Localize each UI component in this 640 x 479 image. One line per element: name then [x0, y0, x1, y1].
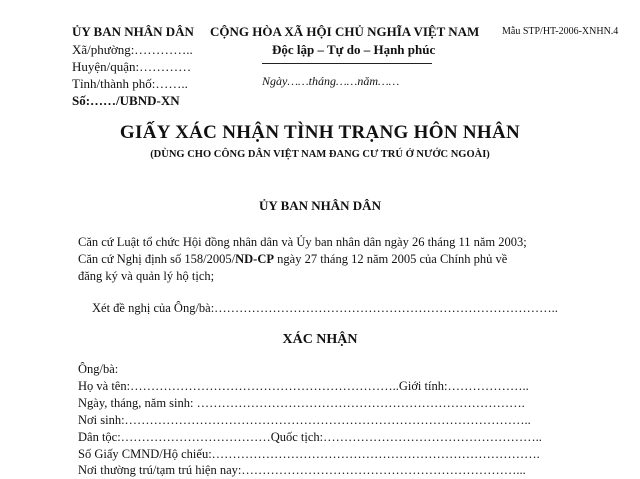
date-line: Ngày……tháng……năm…… — [262, 74, 400, 88]
document-subtitle: (DÙNG CHO CÔNG DÂN VIỆT NAM ĐANG CƯ TRÚ Ở NƯỚC NGOÀI) — [150, 149, 490, 160]
field-full-name-gender: Họ và tên:………………………………………………………..Giới tính:……………….. — [78, 379, 529, 393]
district-field: Huyện/quận:………… — [72, 59, 192, 74]
legal-basis-decree-code: ND-CP — [235, 252, 275, 266]
province-field: Tỉnh/thành phố:…….. — [72, 76, 188, 91]
authority-heading: ỦY BAN NHÂN DÂN — [259, 198, 381, 213]
commune-field: Xã/phường:………….. — [72, 42, 193, 57]
legal-basis-line-3: đăng ký và quản lý hộ tịch; — [78, 269, 215, 283]
motto-underline — [262, 63, 432, 64]
field-date-of-birth: Ngày, tháng, năm sinh: ……………………………………………………………………. — [78, 396, 525, 410]
legal-basis-decree: Căn cứ Nghị định số 158/2005/ — [78, 252, 236, 266]
confirm-heading: XÁC NHẬN — [282, 332, 358, 347]
legal-basis-line-2 — [78, 252, 507, 267]
national-motto: Độc lập – Tự do – Hạnh phúc — [272, 42, 436, 57]
legal-basis-line-1: Căn cứ Luật tổ chức Hội đồng nhân dân và Ủy ban nhân dân ngày 26 tháng 11 năm 2003; — [78, 235, 527, 249]
request-line: Xét đề nghị của Ông/bà:……………………………………………………………………….. — [92, 301, 558, 315]
legal-basis-decree-date: ngày 27 tháng 12 năm 2005 của Chính phủ về — [274, 252, 508, 266]
field-id-passport: Số Giấy CMND/Hộ chiếu:……………………………………………………………………. — [78, 447, 540, 461]
form-code: Mẫu STP/HT-2006-XNHN.4 — [502, 26, 619, 37]
document-title: GIẤY XÁC NHẬN TÌNH TRẠNG HÔN NHÂN — [119, 122, 521, 143]
field-ong-ba: Ông/bà: — [78, 362, 119, 376]
issuing-authority: ỦY BAN NHÂN DÂN — [72, 24, 194, 39]
field-place-of-birth: Nơi sinh:…………………………………………………………………………………….. — [78, 413, 531, 427]
field-ethnicity-nationality: Dân tộc:………………………………Quốc tịch:…………………………………………….. — [78, 430, 542, 444]
field-residence: Nơi thường trú/tạm trú hiện nay:…………………………………………………………... — [78, 463, 526, 477]
country-name: CỘNG HÒA XÃ HỘI CHỦ NGHĨA VIỆT NAM — [210, 24, 480, 39]
document-number: Số:……/UBND-XN — [72, 93, 180, 108]
